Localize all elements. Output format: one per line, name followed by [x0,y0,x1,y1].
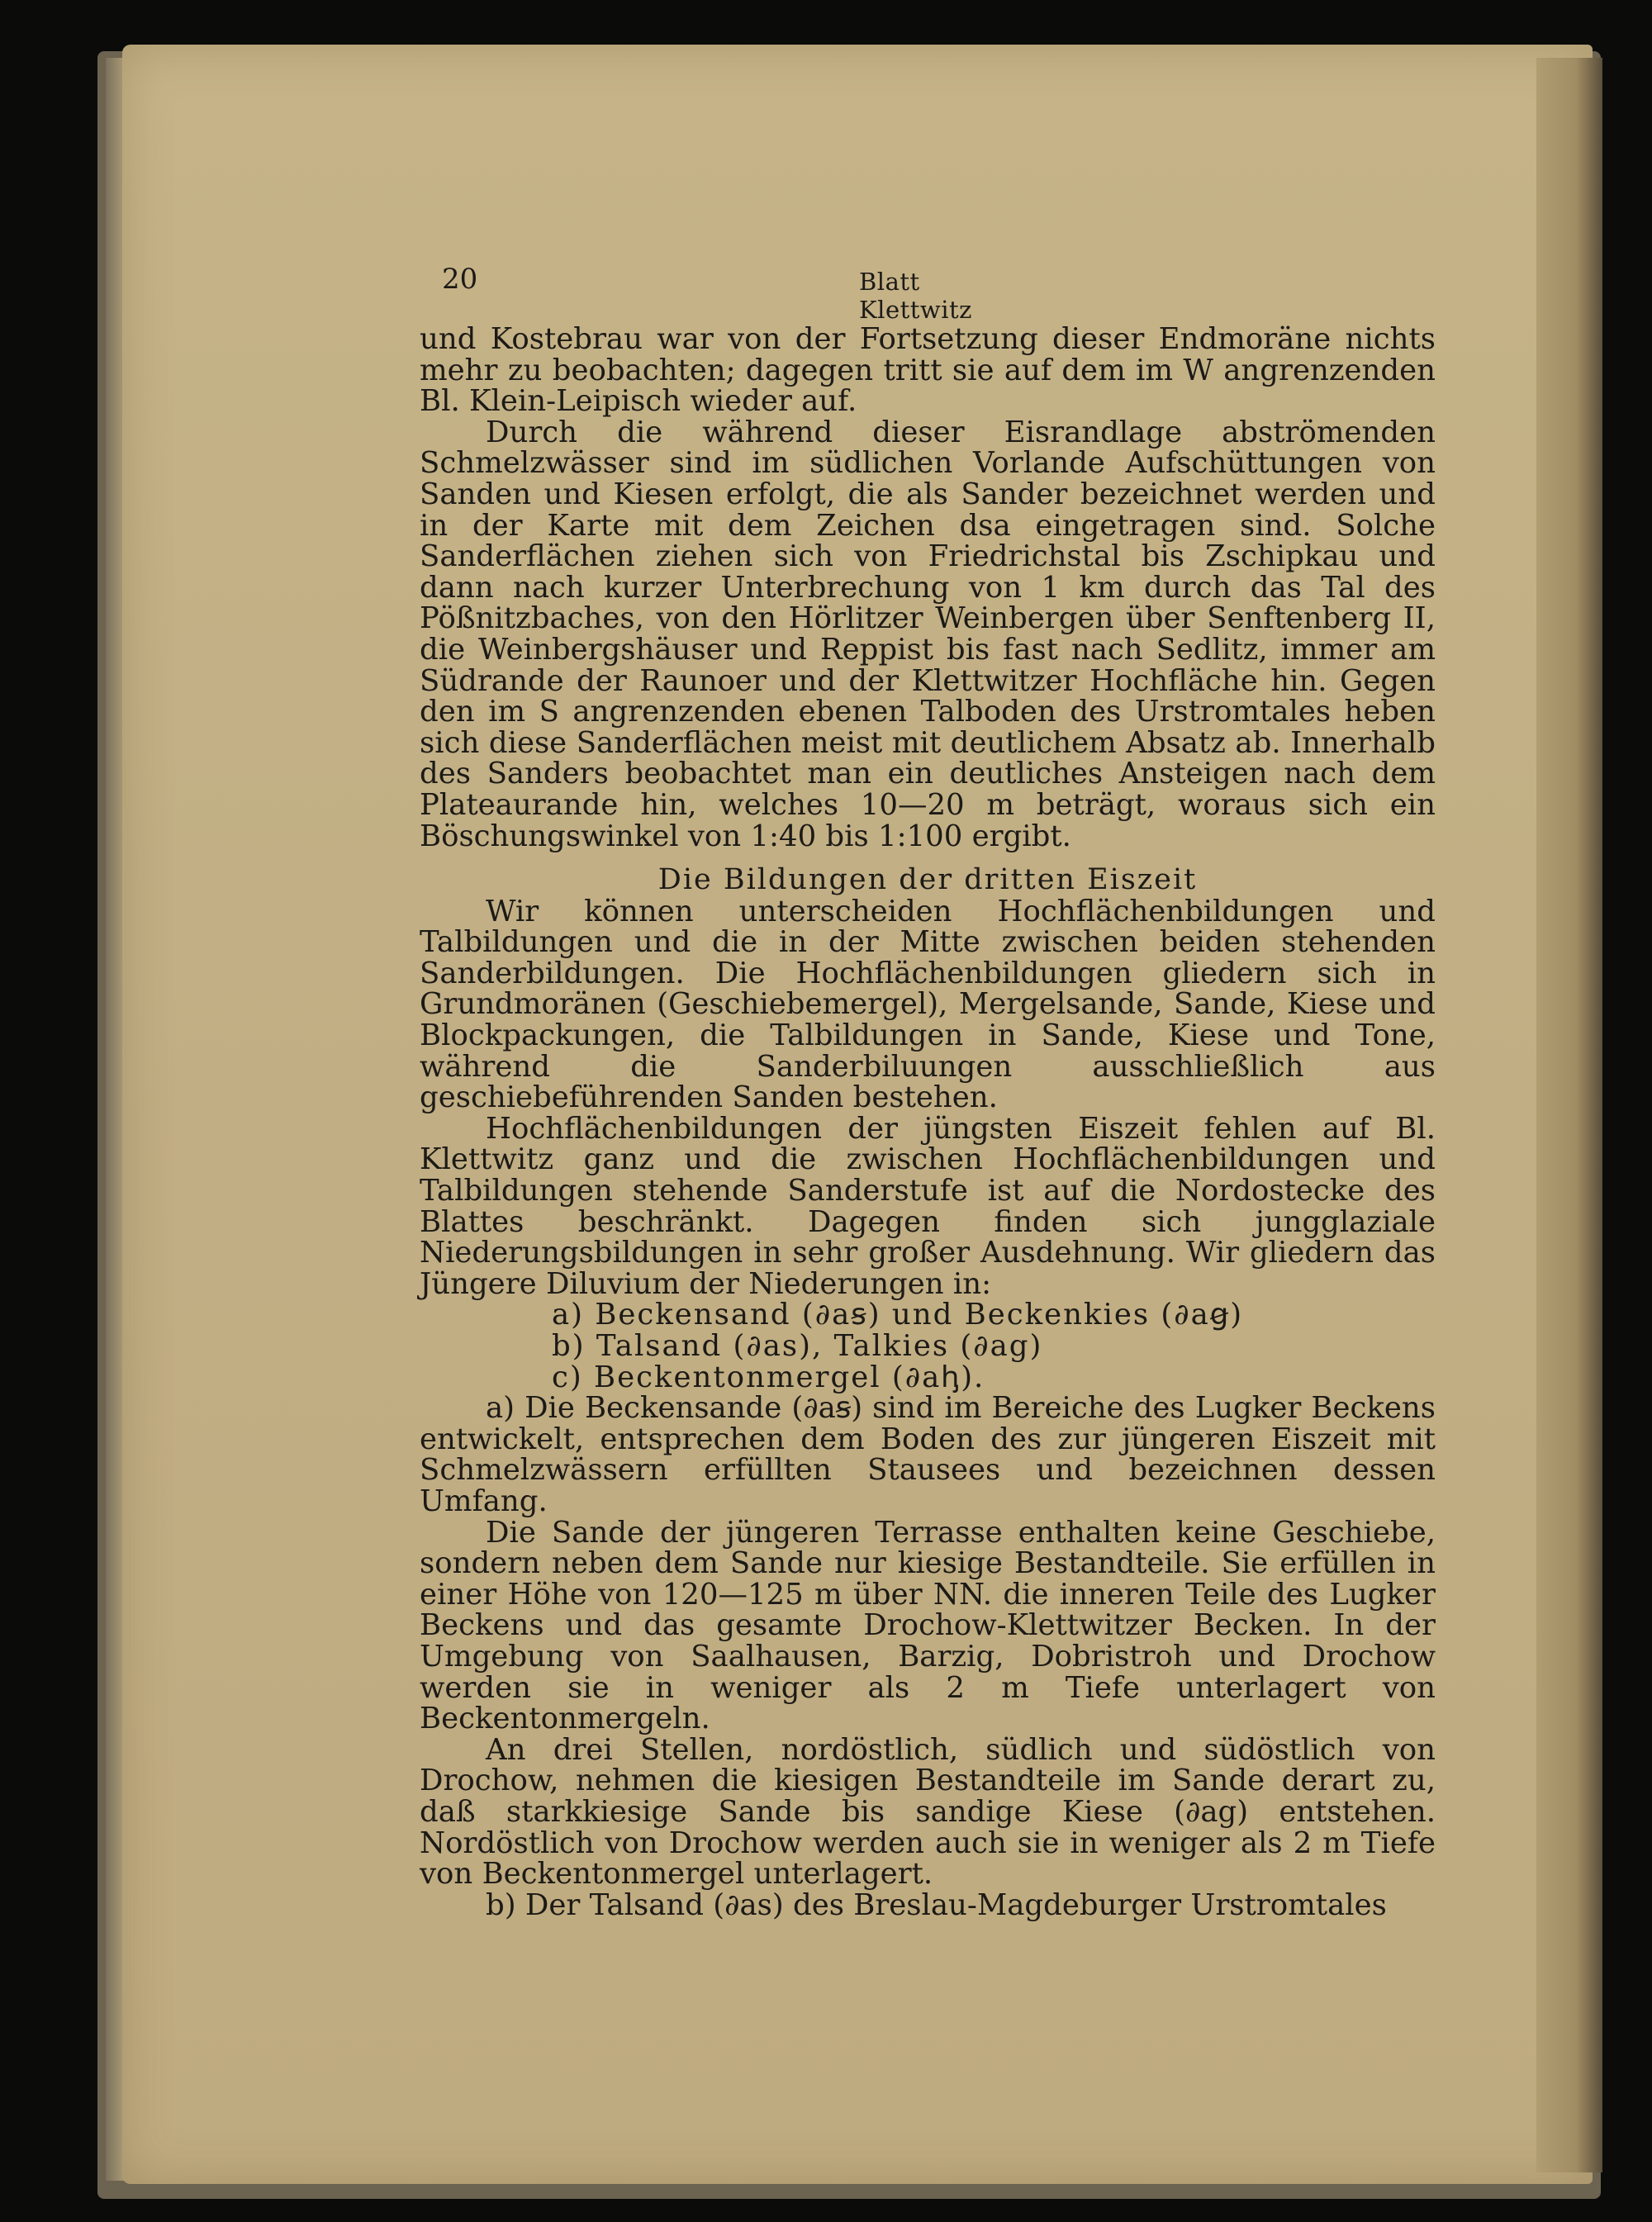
running-title: Blatt Klettwitz [859,268,972,324]
paragraph-3: Wir können unterscheiden Hochflächenbildungen und Talbildungen und die in der Mitte zwischen beiden stehenden Sanderbildungen. Die Hochflächenbildungen gliedern sich in Grundmoränen (Geschiebemergel), Mergelsande, Sande, Kiese und Blockpackungen, die Talbildungen in Sande, Kiese und Tone, während die Sanderbiluungen ausschließlich aus geschiebeführenden Sanden bestehen. [420,894,1436,1115]
page-fold [1536,58,1602,2172]
list-item-a: a) Beckensand (∂aꞩ) und Beckenkies (∂aꞡ) [552,1298,1244,1332]
list-item-c: c) Beckentonmergel (∂aꞕ). [552,1360,985,1394]
paragraph-8: b) Der Talsand (∂as) des Breslau-Magdeburger Urstromtales [486,1887,1387,1922]
paragraph-4: Hochflächenbildungen der jüngsten Eiszeit fehlen auf Bl. Klettwitz ganz und die zwischen Hochflächenbildungen und Talbildungen stehende Sanderstufe ist auf die Nordostecke des Blattes beschränkt. Dagegen finden sich jungglaziale Niederungsbildungen in sehr großer Ausdehnung. Wir gliedern das Jüngere Diluvium der Niederungen in: [420,1111,1436,1301]
body-text [420,324,1436,1921]
paragraph-2: Durch die während dieser Eisrandlage abströmenden Schmelzwässer sind im südlichen Vorlande Aufschüttungen von Sanden und Kiesen erfolgt, die als Sander bezeichnet werden und in der Karte mit dem Zeichen dsa eingetragen sind. Solche Sanderflächen ziehen sich von Friedrichstal bis Zschipkau und dann nach kurzer Unterbrechung von 1 km durch das Tal des Pößnitzbaches, von den Hörlitzer Weinbergen über Senftenberg II, die Weinbergshäuser und Reppist bis fast nach Sedlitz, immer am Südrande der Raunoer und der Klettwitzer Hochfläche hin. Gegen den im S angrenzenden ebenen Talboden des Urstromtales heben sich diese Sanderflächen meist mit deutlichem Absatz ab. Innerhalb des Sanders beobachtet man ein deutliches Ansteigen nach dem Plateaurande hin, welches 10—20 m beträgt, woraus sich ein Böschungswinkel von 1:40 bis 1:100 ergibt. [420,415,1436,853]
classification-list [552,1299,1436,1393]
paragraph-7: An drei Stellen, nordöstlich, südlich und südöstlich von Drochow, nehmen die kiesigen Bestandteile im Sande derart zu, daß starkkiesige Sande bis sandige Kiese (∂ag) entstehen. Nordöstlich von Drochow werden auch sie in weniger als 2 m Tiefe von Beckentonmergel unterlagert. [420,1732,1436,1892]
section-heading: Die Bildungen der dritten Eiszeit [657,863,1198,897]
paragraph-6: Die Sande der jüngeren Terrasse enthalten keine Geschiebe, sondern neben dem Sande nur kiesige Bestandteile. Sie erfüllen in einer Höhe von 120—125 m über NN. die inneren Teile des Lugker Beckens und das gesamte Drochow-Klettwitzer Becken. In der Umgebung von Saalhausen, Barzig, Dobristroh und Drochow werden sie in weniger als 2 m Tiefe unterlagert von Beckentonmergeln. [420,1515,1436,1736]
list-item-b: b) Talsand (∂as), Talkies (∂ag) [552,1329,1043,1363]
page-header [442,263,1037,324]
paragraph-5: a) Die Beckensande (∂aꞩ) sind im Bereiche des Lugker Beckens entwickelt, entsprechen dem Boden des zur jüngeren Eiszeit mit Schmelzwässern erfüllten Stausees und bezeichnen dessen Umfang. [420,1391,1436,1518]
paragraph-1: und Kostebrau war von der Fortsetzung dieser Endmoräne nichts mehr zu beobachten; dagegen tritt sie auf dem im W angrenzenden Bl. Klein-Leipisch wieder auf. [420,322,1436,419]
page-number: 20 [442,263,478,296]
